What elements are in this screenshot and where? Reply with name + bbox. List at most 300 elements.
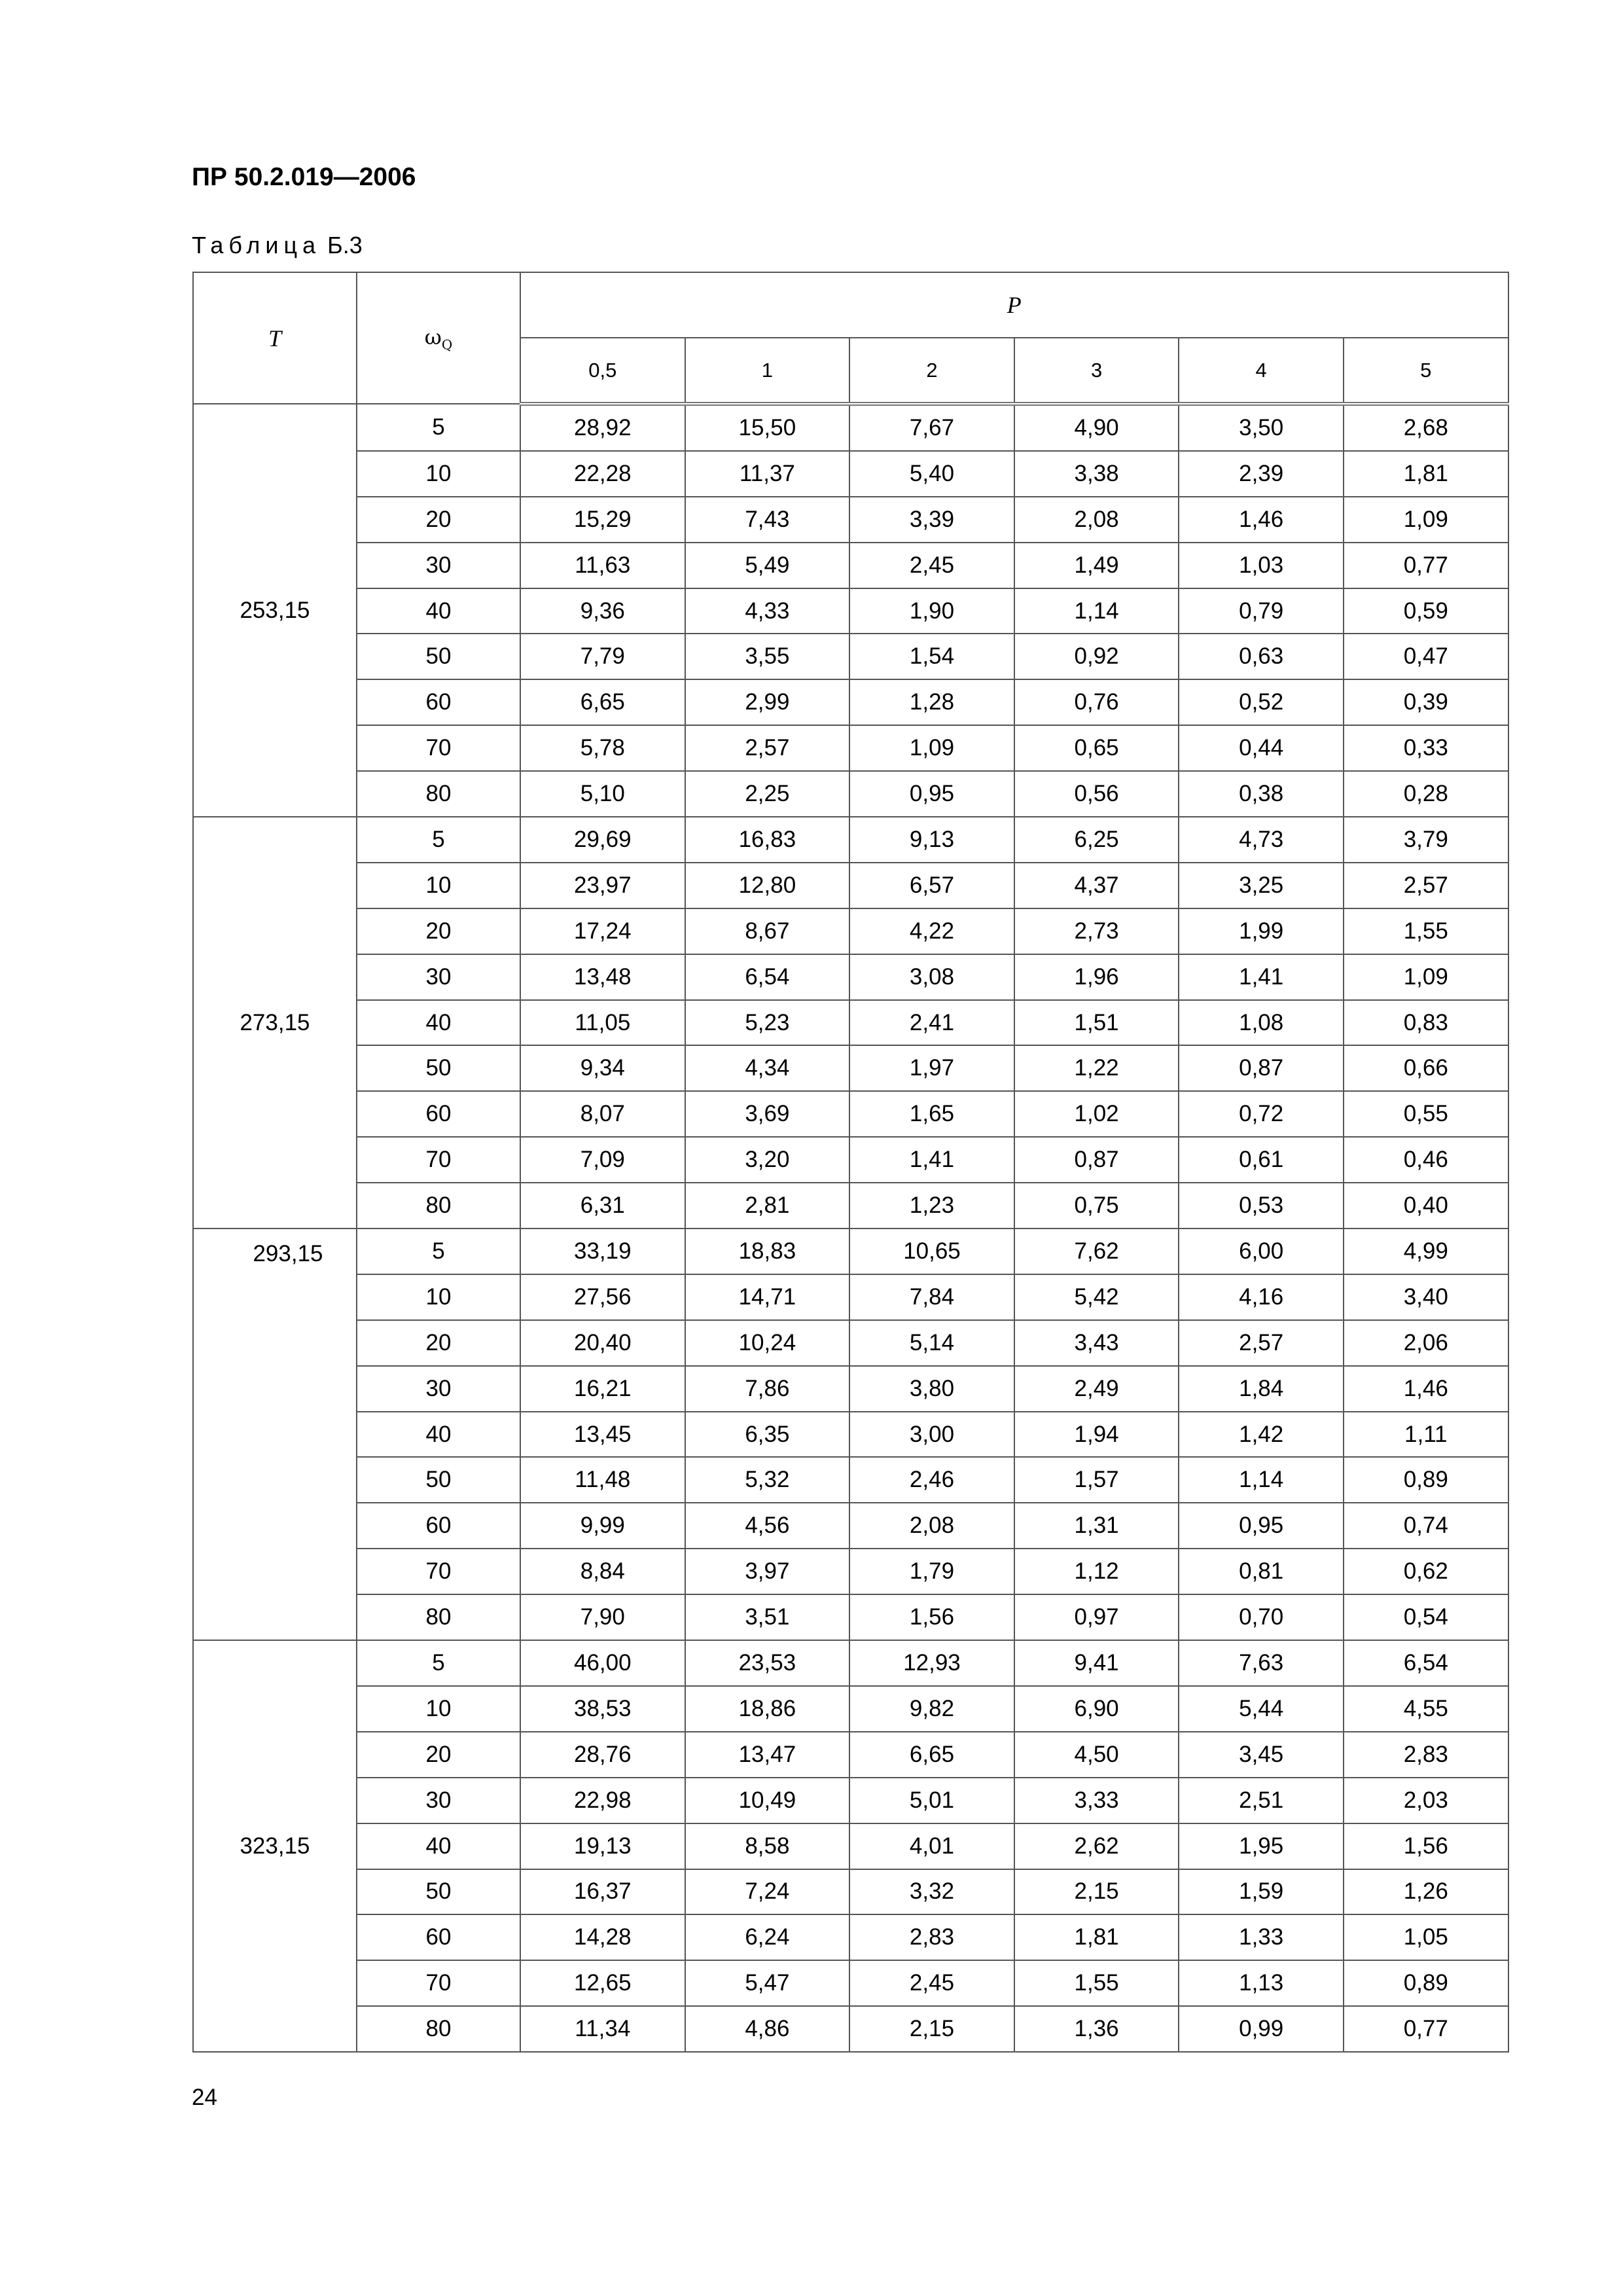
table-row (193, 1091, 1508, 1137)
value-cell: 7,09 (520, 1137, 685, 1183)
value-cell: 3,45 (1179, 1732, 1344, 1778)
value-cell: 1,79 (849, 1549, 1014, 1594)
value-cell: 5,32 (685, 1457, 850, 1503)
value-cell: 3,00 (849, 1412, 1014, 1458)
value-cell: 0,87 (1014, 1137, 1179, 1183)
value-cell: 3,43 (1014, 1320, 1179, 1366)
value-cell: 7,90 (520, 1594, 685, 1640)
value-cell: 16,21 (520, 1366, 685, 1412)
value-cell: 3,50 (1179, 404, 1344, 451)
value-cell: 3,40 (1344, 1274, 1508, 1320)
value-cell: 20,40 (520, 1320, 685, 1366)
value-cell: 1,31 (1014, 1503, 1179, 1549)
table-row (193, 1274, 1508, 1320)
value-cell: 1,22 (1014, 1045, 1179, 1091)
table-row (193, 1045, 1508, 1091)
value-cell: 2,51 (1179, 1778, 1344, 1823)
value-cell: 10,24 (685, 1320, 850, 1366)
omega-cell: 40 (357, 1823, 520, 1869)
value-cell: 15,29 (520, 497, 685, 543)
value-cell: 2,03 (1344, 1778, 1508, 1823)
value-cell: 7,67 (849, 404, 1014, 451)
table-row (193, 679, 1508, 725)
value-cell: 0,97 (1014, 1594, 1179, 1640)
value-cell: 0,55 (1344, 1091, 1508, 1137)
value-cell: 12,93 (849, 1640, 1014, 1686)
value-cell: 18,86 (685, 1686, 850, 1732)
omega-cell: 60 (357, 679, 520, 725)
value-cell: 2,15 (1014, 1869, 1179, 1915)
omega-cell: 30 (357, 1778, 520, 1823)
value-cell: 2,57 (1344, 863, 1508, 908)
header-p-value: 3 (1014, 338, 1179, 404)
value-cell: 1,59 (1179, 1869, 1344, 1915)
value-cell: 6,00 (1179, 1229, 1344, 1274)
value-cell: 4,50 (1014, 1732, 1179, 1778)
value-cell: 0,74 (1344, 1503, 1508, 1549)
value-cell: 3,32 (849, 1869, 1014, 1915)
value-cell: 3,33 (1014, 1778, 1179, 1823)
value-cell: 1,08 (1179, 1000, 1344, 1046)
value-cell: 0,54 (1344, 1594, 1508, 1640)
value-cell: 6,90 (1014, 1686, 1179, 1732)
value-cell: 13,47 (685, 1732, 850, 1778)
value-cell: 1,46 (1179, 497, 1344, 543)
table-row (193, 725, 1508, 771)
value-cell: 0,77 (1344, 543, 1508, 588)
value-cell: 13,48 (520, 954, 685, 1000)
value-cell: 5,78 (520, 725, 685, 771)
value-cell: 3,39 (849, 497, 1014, 543)
table-row (193, 2006, 1508, 2052)
value-cell: 2,06 (1344, 1320, 1508, 1366)
header-p-value: 1 (685, 338, 850, 404)
table-row (193, 1732, 1508, 1778)
value-cell: 22,98 (520, 1778, 685, 1823)
table-row (193, 588, 1508, 634)
value-cell: 12,80 (685, 863, 850, 908)
table-row (193, 451, 1508, 497)
table-row (193, 1000, 1508, 1046)
value-cell: 0,95 (849, 771, 1014, 817)
value-cell: 2,73 (1014, 908, 1179, 954)
value-cell: 4,56 (685, 1503, 850, 1549)
table-row (193, 543, 1508, 588)
value-cell: 1,09 (1344, 954, 1508, 1000)
value-cell: 6,57 (849, 863, 1014, 908)
value-cell: 3,79 (1344, 817, 1508, 863)
value-cell: 5,42 (1014, 1274, 1179, 1320)
value-cell: 1,02 (1014, 1091, 1179, 1137)
value-cell: 1,41 (1179, 954, 1344, 1000)
value-cell: 1,81 (1014, 1914, 1179, 1960)
value-cell: 11,37 (685, 451, 850, 497)
value-cell: 2,99 (685, 679, 850, 725)
value-cell: 1,90 (849, 588, 1014, 634)
value-cell: 5,01 (849, 1778, 1014, 1823)
table-row (193, 1549, 1508, 1594)
value-cell: 0,72 (1179, 1091, 1344, 1137)
table-row (193, 1457, 1508, 1503)
value-cell: 22,28 (520, 451, 685, 497)
value-cell: 8,58 (685, 1823, 850, 1869)
value-cell: 5,44 (1179, 1686, 1344, 1732)
omega-cell: 30 (357, 954, 520, 1000)
omega-cell: 20 (357, 908, 520, 954)
value-cell: 23,53 (685, 1640, 850, 1686)
value-cell: 2,08 (1014, 497, 1179, 543)
value-cell: 6,54 (1344, 1640, 1508, 1686)
value-cell: 9,99 (520, 1503, 685, 1549)
value-cell: 3,25 (1179, 863, 1344, 908)
value-cell: 4,99 (1344, 1229, 1508, 1274)
header-p-value: 4 (1179, 338, 1344, 404)
omega-cell: 50 (357, 1045, 520, 1091)
value-cell: 7,62 (1014, 1229, 1179, 1274)
table-row (193, 908, 1508, 954)
value-cell: 3,51 (685, 1594, 850, 1640)
value-cell: 11,63 (520, 543, 685, 588)
value-cell: 8,07 (520, 1091, 685, 1137)
value-cell: 0,63 (1179, 634, 1344, 679)
value-cell: 2,57 (685, 725, 850, 771)
value-cell: 0,52 (1179, 679, 1344, 725)
omega-cell: 40 (357, 1412, 520, 1458)
table-row (193, 1503, 1508, 1549)
value-cell: 0,99 (1179, 2006, 1344, 2052)
value-cell: 2,68 (1344, 404, 1508, 451)
omega-cell: 5 (357, 1640, 520, 1686)
header-pressure: P (520, 272, 1508, 338)
value-cell: 0,40 (1344, 1183, 1508, 1229)
value-cell: 5,40 (849, 451, 1014, 497)
value-cell: 2,08 (849, 1503, 1014, 1549)
omega-cell: 10 (357, 451, 520, 497)
table-row (193, 634, 1508, 679)
value-cell: 23,97 (520, 863, 685, 908)
value-cell: 6,25 (1014, 817, 1179, 863)
omega-cell: 20 (357, 497, 520, 543)
value-cell: 46,00 (520, 1640, 685, 1686)
value-cell: 0,61 (1179, 1137, 1344, 1183)
value-cell: 1,03 (1179, 543, 1344, 588)
value-cell: 2,81 (685, 1183, 850, 1229)
value-cell: 1,81 (1344, 451, 1508, 497)
omega-cell: 50 (357, 634, 520, 679)
table-row (193, 863, 1508, 908)
value-cell: 1,56 (849, 1594, 1014, 1640)
omega-cell: 5 (357, 817, 520, 863)
value-cell: 0,62 (1344, 1549, 1508, 1594)
table-row (193, 1594, 1508, 1640)
value-cell: 0,89 (1344, 1960, 1508, 2006)
value-cell: 11,48 (520, 1457, 685, 1503)
value-cell: 14,28 (520, 1914, 685, 1960)
omega-cell: 80 (357, 1183, 520, 1229)
value-cell: 17,24 (520, 908, 685, 954)
value-cell: 0,70 (1179, 1594, 1344, 1640)
omega-cell: 40 (357, 588, 520, 634)
value-cell: 1,96 (1014, 954, 1179, 1000)
value-cell: 7,84 (849, 1274, 1014, 1320)
value-cell: 5,14 (849, 1320, 1014, 1366)
value-cell: 1,09 (1344, 497, 1508, 543)
value-cell: 0,81 (1179, 1549, 1344, 1594)
omega-cell: 5 (357, 404, 520, 451)
header-omega: $\omega_Q$ (357, 272, 520, 404)
value-cell: 2,83 (1344, 1732, 1508, 1778)
value-cell: 1,84 (1179, 1366, 1344, 1412)
omega-cell: 80 (357, 2006, 520, 2052)
value-cell: 6,65 (849, 1732, 1014, 1778)
omega-cell: 10 (357, 863, 520, 908)
value-cell: 29,69 (520, 817, 685, 863)
value-cell: 2,15 (849, 2006, 1014, 2052)
value-cell: 0,66 (1344, 1045, 1508, 1091)
value-cell: 0,44 (1179, 725, 1344, 771)
value-cell: 0,59 (1344, 588, 1508, 634)
value-cell: 1,51 (1014, 1000, 1179, 1046)
value-cell: 3,55 (685, 634, 850, 679)
value-cell: 2,83 (849, 1914, 1014, 1960)
table-row (193, 1914, 1508, 1960)
value-cell: 5,47 (685, 1960, 850, 2006)
omega-cell: 70 (357, 1960, 520, 2006)
table-row (193, 1960, 1508, 2006)
value-cell: 0,95 (1179, 1503, 1344, 1549)
header-p-value: 5 (1344, 338, 1508, 404)
temperature-cell: 253,15 (193, 404, 357, 817)
value-cell: 18,83 (685, 1229, 850, 1274)
omega-cell: 50 (357, 1457, 520, 1503)
temperature-cell: 273,15 (193, 817, 357, 1229)
value-cell: 6,24 (685, 1914, 850, 1960)
value-cell: 1,41 (849, 1137, 1014, 1183)
value-cell: 1,36 (1014, 2006, 1179, 2052)
value-cell: 28,92 (520, 404, 685, 451)
omega-cell: 80 (357, 1594, 520, 1640)
value-cell: 0,77 (1344, 2006, 1508, 2052)
value-cell: 1,12 (1014, 1549, 1179, 1594)
value-cell: 13,45 (520, 1412, 685, 1458)
value-cell: 0,46 (1344, 1137, 1508, 1183)
table-row (193, 404, 1508, 451)
table-row (193, 817, 1508, 863)
omega-cell: 20 (357, 1320, 520, 1366)
value-cell: 1,95 (1179, 1823, 1344, 1869)
value-cell: 11,34 (520, 2006, 685, 2052)
value-cell: 1,55 (1014, 1960, 1179, 2006)
omega-cell: 10 (357, 1274, 520, 1320)
value-cell: 8,67 (685, 908, 850, 954)
value-cell: 0,83 (1344, 1000, 1508, 1046)
value-cell: 0,92 (1014, 634, 1179, 679)
value-cell: 1,14 (1014, 588, 1179, 634)
value-cell: 4,73 (1179, 817, 1344, 863)
table-row (193, 954, 1508, 1000)
value-cell: 1,46 (1344, 1366, 1508, 1412)
value-cell: 2,45 (849, 543, 1014, 588)
omega-cell: 5 (357, 1229, 520, 1274)
value-cell: 7,86 (685, 1366, 850, 1412)
header-p-value: 2 (849, 338, 1014, 404)
value-cell: 1,56 (1344, 1823, 1508, 1869)
document-code: ПР 50.2.019—2006 (192, 163, 416, 191)
table-caption-number: Б.3 (327, 232, 363, 259)
table-row (193, 1183, 1508, 1229)
value-cell: 1,14 (1179, 1457, 1344, 1503)
value-cell: 2,41 (849, 1000, 1014, 1046)
value-cell: 3,97 (685, 1549, 850, 1594)
value-cell: 6,31 (520, 1183, 685, 1229)
value-cell: 0,65 (1014, 725, 1179, 771)
table-row (193, 1823, 1508, 1869)
value-cell: 1,49 (1014, 543, 1179, 588)
value-cell: 3,80 (849, 1366, 1014, 1412)
data-table (192, 272, 1509, 2053)
value-cell: 28,76 (520, 1732, 685, 1778)
omega-cell: 10 (357, 1686, 520, 1732)
value-cell: 4,16 (1179, 1274, 1344, 1320)
value-cell: 7,24 (685, 1869, 850, 1915)
temperature-cell: 323,15 (193, 1640, 357, 2052)
value-cell: 19,13 (520, 1823, 685, 1869)
value-cell: 4,37 (1014, 863, 1179, 908)
value-cell: 33,19 (520, 1229, 685, 1274)
omega-cell: 60 (357, 1914, 520, 1960)
value-cell: 11,05 (520, 1000, 685, 1046)
value-cell: 16,37 (520, 1869, 685, 1915)
header-p-value: 0,5 (520, 338, 685, 404)
value-cell: 9,36 (520, 588, 685, 634)
value-cell: 3,20 (685, 1137, 850, 1183)
value-cell: 9,41 (1014, 1640, 1179, 1686)
omega-cell: 60 (357, 1503, 520, 1549)
omega-cell: 40 (357, 1000, 520, 1046)
value-cell: 1,54 (849, 634, 1014, 679)
value-cell: 1,57 (1014, 1457, 1179, 1503)
value-cell: 0,53 (1179, 1183, 1344, 1229)
value-cell: 1,94 (1014, 1412, 1179, 1458)
value-cell: 7,63 (1179, 1640, 1344, 1686)
table-row (193, 1778, 1508, 1823)
value-cell: 0,75 (1014, 1183, 1179, 1229)
omega-cell: 20 (357, 1732, 520, 1778)
value-cell: 0,39 (1344, 679, 1508, 725)
value-cell: 9,82 (849, 1686, 1014, 1732)
value-cell: 27,56 (520, 1274, 685, 1320)
omega-cell: 30 (357, 543, 520, 588)
value-cell: 1,23 (849, 1183, 1014, 1229)
value-cell: 0,56 (1014, 771, 1179, 817)
value-cell: 12,65 (520, 1960, 685, 2006)
value-cell: 4,90 (1014, 404, 1179, 451)
value-cell: 0,33 (1344, 725, 1508, 771)
value-cell: 0,89 (1344, 1457, 1508, 1503)
value-cell: 1,13 (1179, 1960, 1344, 2006)
value-cell: 5,23 (685, 1000, 850, 1046)
value-cell: 15,50 (685, 404, 850, 451)
value-cell: 3,38 (1014, 451, 1179, 497)
value-cell: 4,86 (685, 2006, 850, 2052)
table-row (193, 1412, 1508, 1458)
value-cell: 4,33 (685, 588, 850, 634)
table-header (193, 272, 1508, 404)
value-cell: 1,99 (1179, 908, 1344, 954)
value-cell: 2,46 (849, 1457, 1014, 1503)
value-cell: 3,69 (685, 1091, 850, 1137)
table-row (193, 1320, 1508, 1366)
value-cell: 1,09 (849, 725, 1014, 771)
value-cell: 5,10 (520, 771, 685, 817)
table-row (193, 1137, 1508, 1183)
value-cell: 0,79 (1179, 588, 1344, 634)
value-cell: 10,49 (685, 1778, 850, 1823)
table-row (193, 771, 1508, 817)
table-row (193, 1686, 1508, 1732)
value-cell: 1,65 (849, 1091, 1014, 1137)
omega-cell: 80 (357, 771, 520, 817)
temperature-cell: 293,15 (193, 1229, 357, 1640)
table-row (193, 1229, 1508, 1274)
value-cell: 4,34 (685, 1045, 850, 1091)
value-cell: 1,97 (849, 1045, 1014, 1091)
value-cell: 3,08 (849, 954, 1014, 1000)
value-cell: 6,35 (685, 1412, 850, 1458)
omega-cell: 70 (357, 725, 520, 771)
value-cell: 1,28 (849, 679, 1014, 725)
value-cell: 9,34 (520, 1045, 685, 1091)
value-cell: 4,55 (1344, 1686, 1508, 1732)
value-cell: 14,71 (685, 1274, 850, 1320)
value-cell: 1,33 (1179, 1914, 1344, 1960)
omega-cell: 50 (357, 1869, 520, 1915)
value-cell: 1,05 (1344, 1914, 1508, 1960)
omega-cell: 60 (357, 1091, 520, 1137)
value-cell: 2,49 (1014, 1366, 1179, 1412)
value-cell: 2,45 (849, 1960, 1014, 2006)
value-cell: 0,47 (1344, 634, 1508, 679)
value-cell: 38,53 (520, 1686, 685, 1732)
table-row (193, 1869, 1508, 1915)
table-row (193, 1366, 1508, 1412)
table-caption (192, 229, 363, 262)
table-body (193, 404, 1508, 2052)
value-cell: 1,11 (1344, 1412, 1508, 1458)
value-cell: 2,25 (685, 771, 850, 817)
value-cell: 8,84 (520, 1549, 685, 1594)
value-cell: 16,83 (685, 817, 850, 863)
value-cell: 2,39 (1179, 451, 1344, 497)
value-cell: 9,13 (849, 817, 1014, 863)
value-cell: 7,43 (685, 497, 850, 543)
table-row (193, 497, 1508, 543)
value-cell: 0,76 (1014, 679, 1179, 725)
value-cell: 7,79 (520, 634, 685, 679)
value-cell: 4,01 (849, 1823, 1014, 1869)
page-number: 24 (192, 2085, 217, 2110)
table-caption-word: Таблица (192, 232, 321, 259)
header-temperature: T (193, 272, 357, 404)
table-row (193, 1640, 1508, 1686)
value-cell: 10,65 (849, 1229, 1014, 1274)
value-cell: 6,54 (685, 954, 850, 1000)
omega-cell: 30 (357, 1366, 520, 1412)
value-cell: 5,49 (685, 543, 850, 588)
value-cell: 4,22 (849, 908, 1014, 954)
value-cell: 0,87 (1179, 1045, 1344, 1091)
value-cell: 0,38 (1179, 771, 1344, 817)
